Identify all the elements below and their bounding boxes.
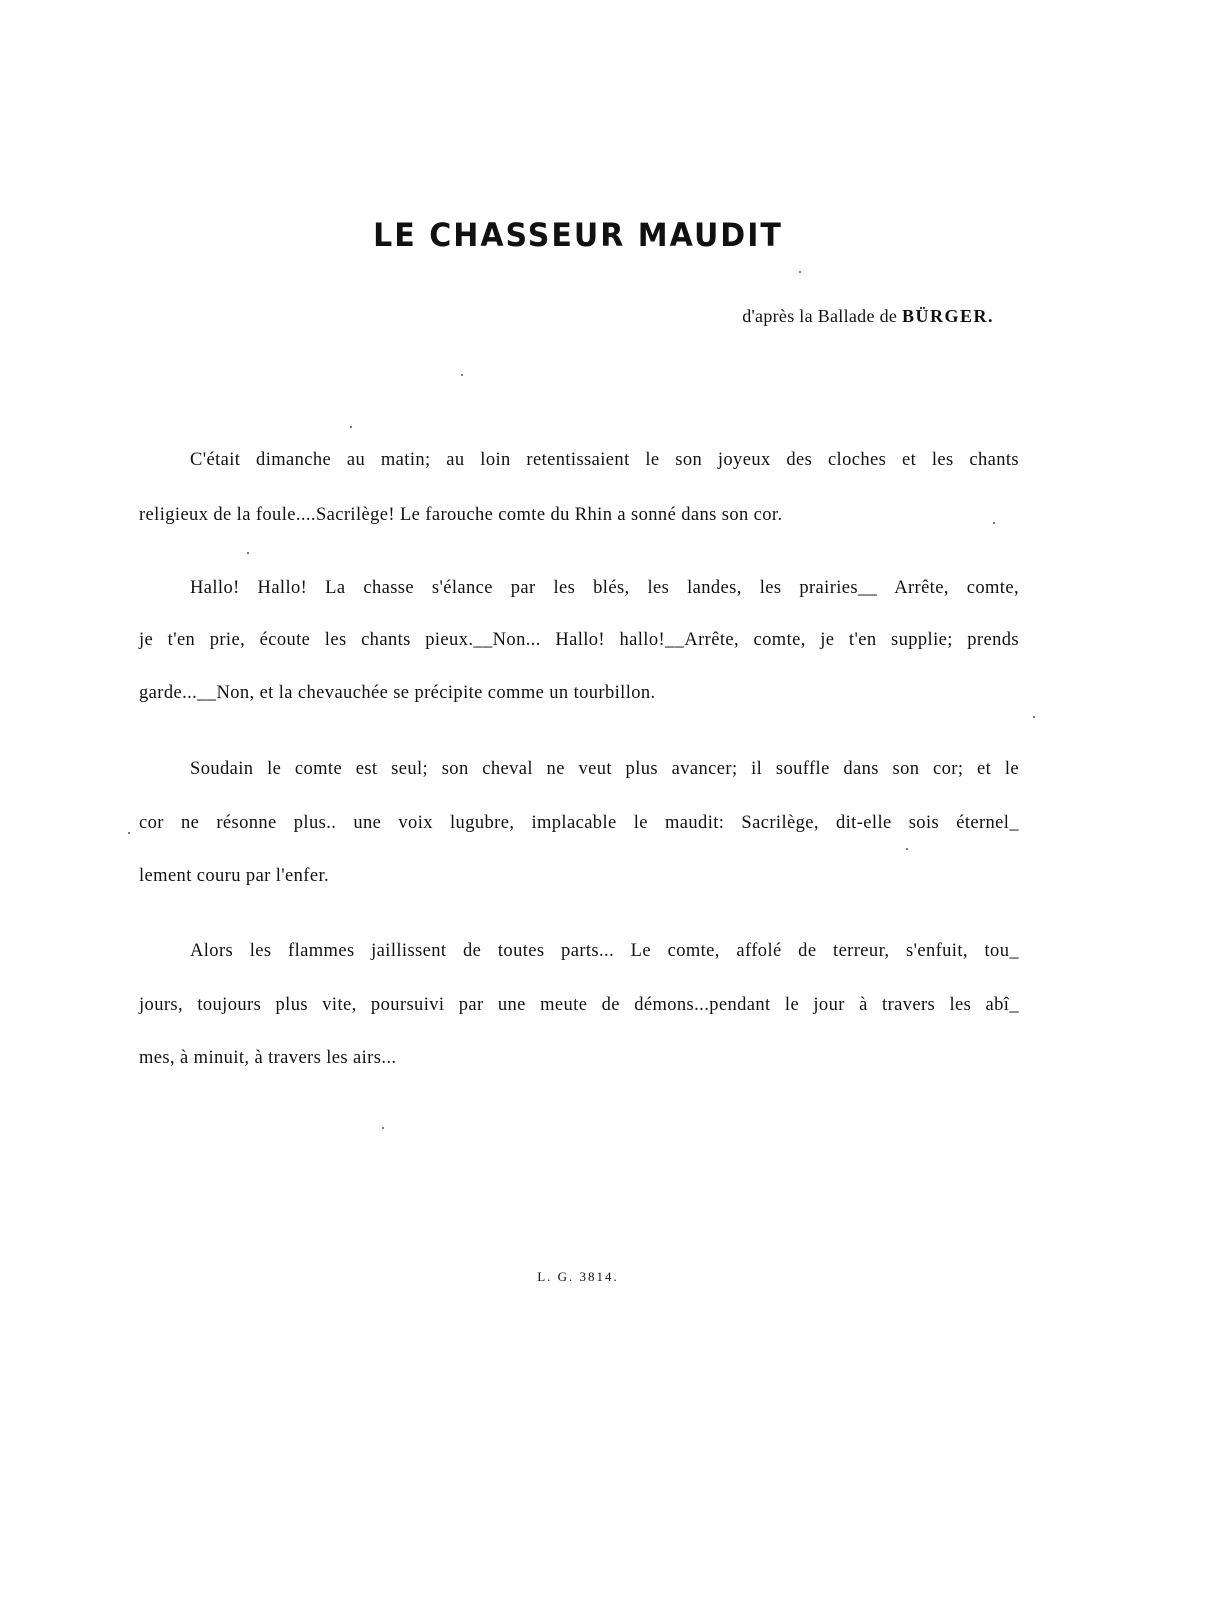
subtitle [742, 306, 994, 327]
subtitle-prefix: d'après la Ballade de [742, 306, 898, 326]
paragraph-1-line-2: religieux de la foule....Sacrilège! Le farouche comte du Rhin a sonné dans son cor. [139, 505, 783, 525]
scan-speck [461, 374, 463, 376]
plate-number: L. G. 3814. [537, 1269, 619, 1284]
paragraph-2-line-2: je t'en prie, écoute les chants pieux.__Non... Hallo! hallo!__Arrête, comte, je t'en supplie; prends [139, 630, 1019, 650]
scan-speck [382, 1127, 384, 1129]
scan-speck [350, 426, 352, 428]
paragraph-2-line-3: garde...__Non, et la chevauchée se précipite comme un tourbillon. [139, 683, 656, 703]
paragraph-4-line-2: jours, toujours plus vite, poursuivi par une meute de démons...pendant le jour à travers les abî_ [139, 995, 1019, 1015]
scan-speck [799, 271, 801, 273]
paragraph-1-line-1: C'était dimanche au matin; au loin retentissaient le son joyeux des cloches et les chants [190, 450, 1019, 470]
subtitle-author: BÜRGER. [901, 306, 994, 326]
scan-speck [247, 552, 249, 554]
paragraph-3-line-3: lement couru par l'enfer. [139, 866, 330, 886]
paragraph-3-line-2: cor ne résonne plus.. une voix lugubre, implacable le maudit: Sacrilège, dit-elle sois éternel_ [139, 813, 1019, 833]
paragraph-4-line-3: mes, à minuit, à travers les airs... [139, 1048, 397, 1068]
page-title: LE CHASSEUR MAUDIT [373, 216, 783, 255]
scan-speck [906, 848, 908, 850]
paragraph-3-line-1: Soudain le comte est seul; son cheval ne veut plus avancer; il souffle dans son cor; et le [190, 759, 1019, 779]
scan-speck [128, 832, 130, 834]
paragraph-2-line-1: Hallo! Hallo! La chasse s'élance par les blés, les landes, les prairies__ Arrête, comte, [190, 578, 1019, 598]
scan-speck [1033, 716, 1035, 718]
scan-speck [993, 522, 995, 524]
paragraph-4-line-1: Alors les flammes jaillissent de toutes parts... Le comte, affolé de terreur, s'enfuit, tou_ [190, 941, 1019, 961]
